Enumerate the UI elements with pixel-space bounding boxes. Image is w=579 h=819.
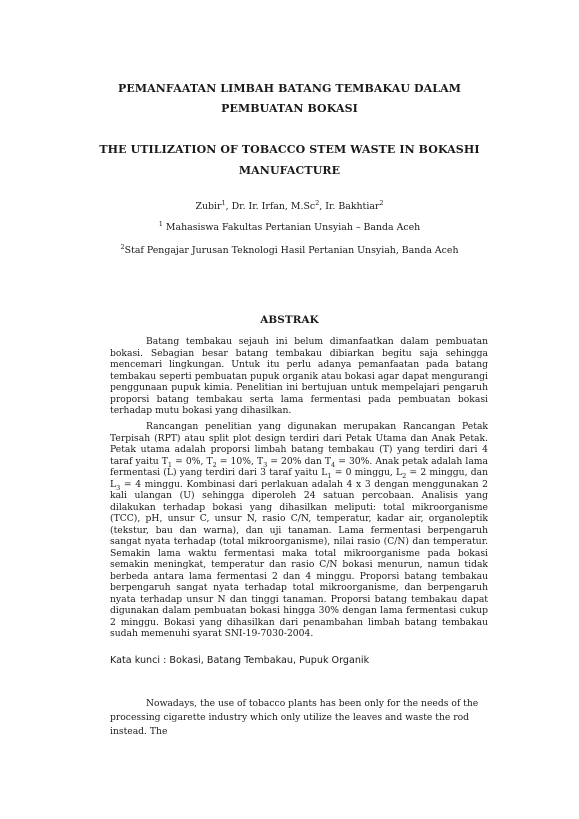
author-3: , Ir. Bakhtiar: [319, 201, 380, 212]
subscript-t2: 2: [212, 460, 217, 469]
title-english-line-2: MANUFACTURE: [238, 164, 341, 177]
abstract-p2-text-7: = 2 minggu, dan L: [110, 467, 488, 490]
abstract-paragraph-1: [110, 336, 488, 417]
title-indonesian-line-2: PEMBUATAN BOKASI: [221, 102, 358, 115]
author-2: , Dr. Ir. Irfan, M.Sc: [225, 201, 316, 212]
author-line: [0, 198, 579, 212]
abstract-paragraph-1-text: Batang tembakau sejauh ini belum dimanfaatkan dalam pembuatan bokasi. Sebagian besar batang tembakau dibiarkan begitu saja sehingga mencemari lingkungan. Untuk itu perlu adanya pemanfaatan pada batang tembakau seperti pembuatan pupuk organik atau bokasi agar dapat mengurangi penggunaan pupuk kimia. Penelitian ini bertujuan untuk mempelajari pengaruh proporsi batang tembakau serta lama fermentasi pada pembuatan bokasi terhadap mutu bokasi yang dihasilkan.: [110, 336, 488, 416]
affiliation-2-text: Staf Pengajar Jurusan Teknologi Hasil Pertanian Unsyiah, Banda Aceh: [124, 245, 459, 256]
english-paragraph-1-text: Nowadays, the use of tobacco plants has been only for the needs of the processing cigarette industry which only utilize the leaves and waste the rod instead. The: [110, 698, 479, 737]
abstract-p2-text-2: = 0%, T: [172, 455, 213, 467]
author-2-affiliation-mark: 2: [315, 198, 320, 207]
author-1-affiliation-mark: 1: [221, 198, 226, 207]
abstract-p2-text-5: = 30%. Anak petak adalah lama fermentasi (L) yang terdiri dari 3 taraf yaitu L: [110, 455, 488, 478]
subscript-t4: 4: [331, 460, 336, 469]
subscript-t1: 1: [167, 460, 173, 469]
abstract-p2-text-6: = 0 minggu, L: [331, 467, 403, 478]
subscript-l1: 1: [327, 471, 332, 480]
affiliation-1-text: Mahasiswa Fakultas Pertanian Unsyiah – Banda Aceh: [162, 222, 421, 233]
abstract-p2-text-3: = 10%, T: [216, 455, 264, 467]
affiliation-2: [0, 242, 579, 256]
affiliation-1-mark: 1: [158, 219, 163, 228]
affiliation-1: [0, 219, 579, 233]
author-1: Zubir: [195, 201, 222, 212]
subscript-l2: 2: [402, 471, 407, 480]
abstract-p2-text-1: Rancangan penelitian yang digunakan merupakan Rancangan Petak Terpisah (RPT) atau split plot design terdiri dari Petak Utama dan Anak Petak. Petak utama adalah proporsi limbah batang tembakau (T) yang terdiri dari 4 taraf yaitu T: [110, 421, 488, 467]
abstract-p2-text-4: = 20% dan T: [267, 455, 331, 467]
title-indonesian-line-1: PEMANFAATAN LIMBAH BATANG TEMBAKAU DALAM: [118, 82, 461, 95]
subscript-l3: 3: [116, 483, 121, 492]
abstract-p2-text-8: = 4 minggu. Kombinasi dari perlakuan adalah 4 x 3 dengan menggunakan 2 kali ulangan (U) sehingga diperoleh 24 satuan percobaan. Analisis yang dilakukan terhadap bokasi yang dihasilkan meliputi: total mikroorganisme (TCC), pH, unsur C, unsur N, rasio C/N, temperatur, kadar air, organoleptik (tekstur, bau dan warna), dan uji tanaman. Lama fermentasi berpengaruh sangat nyata terhadap (total mikroorganisme), nilai rasio (C/N) dan temperatur. Semakin lama waktu fermentasi maka total mikroorganisme pada bokasi semakin meningkat, temperatur dan rasio C/N bokasi menurun, namun tidak berbeda antara lama fermentasi 2 dan 4 minggu. Proporsi batang tembakau berpengaruh sangat nyata terhadap total mikroorganisme, dan berpengaruh nyata terhadap unsur N dan tinggi tanaman. Proporsi batang tembakau dapat digunakan dalam pembuatan bokasi hingga 30% dengan lama fermentasi cukup 2 minggu. Bokasi yang dihasilkan dari penambahan limbah batang tembakau sudah memenuhi syarat SNI-19-7030-2004.: [110, 478, 488, 639]
subscript-t3: 3: [263, 460, 268, 469]
keywords-line: Kata kunci : Bokasi, Batang Tembakau, Pupuk Organik: [110, 655, 370, 666]
affiliation-2-mark: 2: [120, 242, 125, 251]
abstract-heading: ABSTRAK: [260, 314, 319, 326]
english-paragraph-1: [110, 697, 488, 739]
title-english-line-1: THE UTILIZATION OF TOBACCO STEM WASTE IN BOKASHI: [99, 143, 480, 156]
author-3-affiliation-mark: 2: [379, 198, 384, 207]
abstract-paragraph-2: [110, 421, 488, 640]
